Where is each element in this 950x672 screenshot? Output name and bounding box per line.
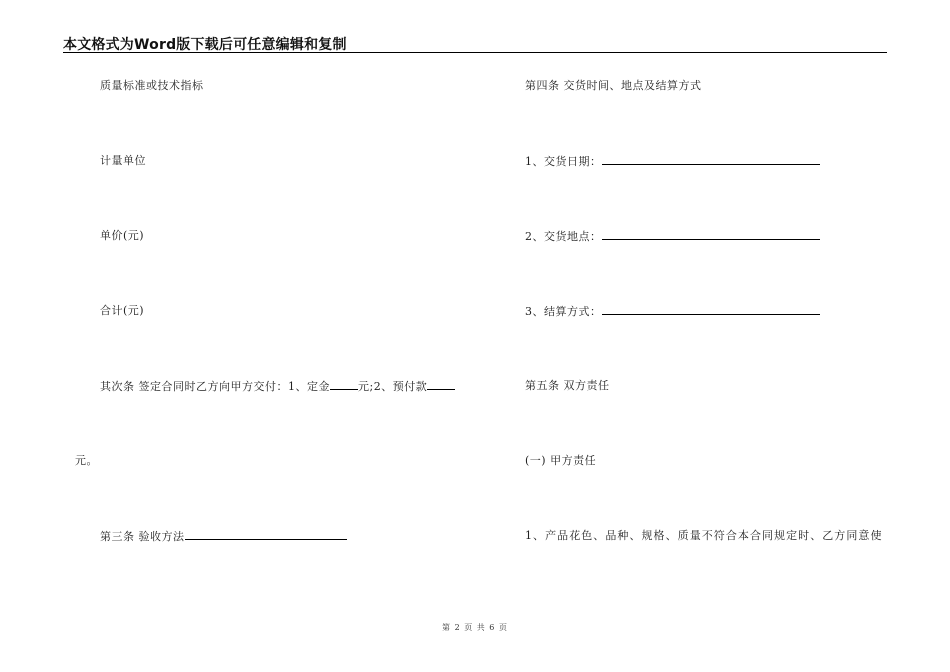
delivery-place-blank <box>602 229 820 240</box>
deposit-blank <box>330 379 358 390</box>
document-header: 本文格式为Word版下载后可任意编辑和复制 <box>63 37 347 53</box>
delivery-date-label: 1、交货日期： <box>525 155 602 168</box>
quality-standard-label: 质量标准或技术指标 <box>100 79 204 92</box>
party-a-item-1: 1、产品花色、品种、规格、质量不符合本合同规定时、乙方同意使 <box>525 529 883 542</box>
article-2-text-mid: 元;2、预付款 <box>358 380 428 393</box>
delivery-date-blank <box>602 154 820 165</box>
settlement-blank <box>602 304 820 315</box>
delivery-place-line <box>525 229 820 244</box>
unit-price-label: 单价(元) <box>100 229 145 242</box>
delivery-date-line <box>525 154 820 169</box>
article-5-heading: 第五条 双方责任 <box>525 379 610 392</box>
article-2-end: 元。 <box>75 454 98 467</box>
inspection-blank <box>185 529 347 540</box>
page-number: 第 2 页 共 6 页 <box>442 623 508 632</box>
settlement-label: 3、结算方式： <box>525 305 602 318</box>
prepayment-blank <box>427 379 455 390</box>
party-a-heading: (一) 甲方责任 <box>525 454 597 467</box>
article-2-text: 其次条 签定合同时乙方向甲方交付：1、定金 <box>100 380 330 393</box>
header-divider <box>63 52 887 53</box>
delivery-place-label: 2、交货地点： <box>525 230 602 243</box>
settlement-line <box>525 304 820 319</box>
article-4-heading: 第四条 交货时间、地点及结算方式 <box>525 79 702 92</box>
total-label: 合计(元) <box>100 304 145 317</box>
measurement-unit-label: 计量单位 <box>100 154 146 167</box>
article-3-text: 第三条 验收方法 <box>100 530 185 543</box>
article-3-paragraph <box>100 529 347 544</box>
article-2-paragraph <box>100 379 455 394</box>
